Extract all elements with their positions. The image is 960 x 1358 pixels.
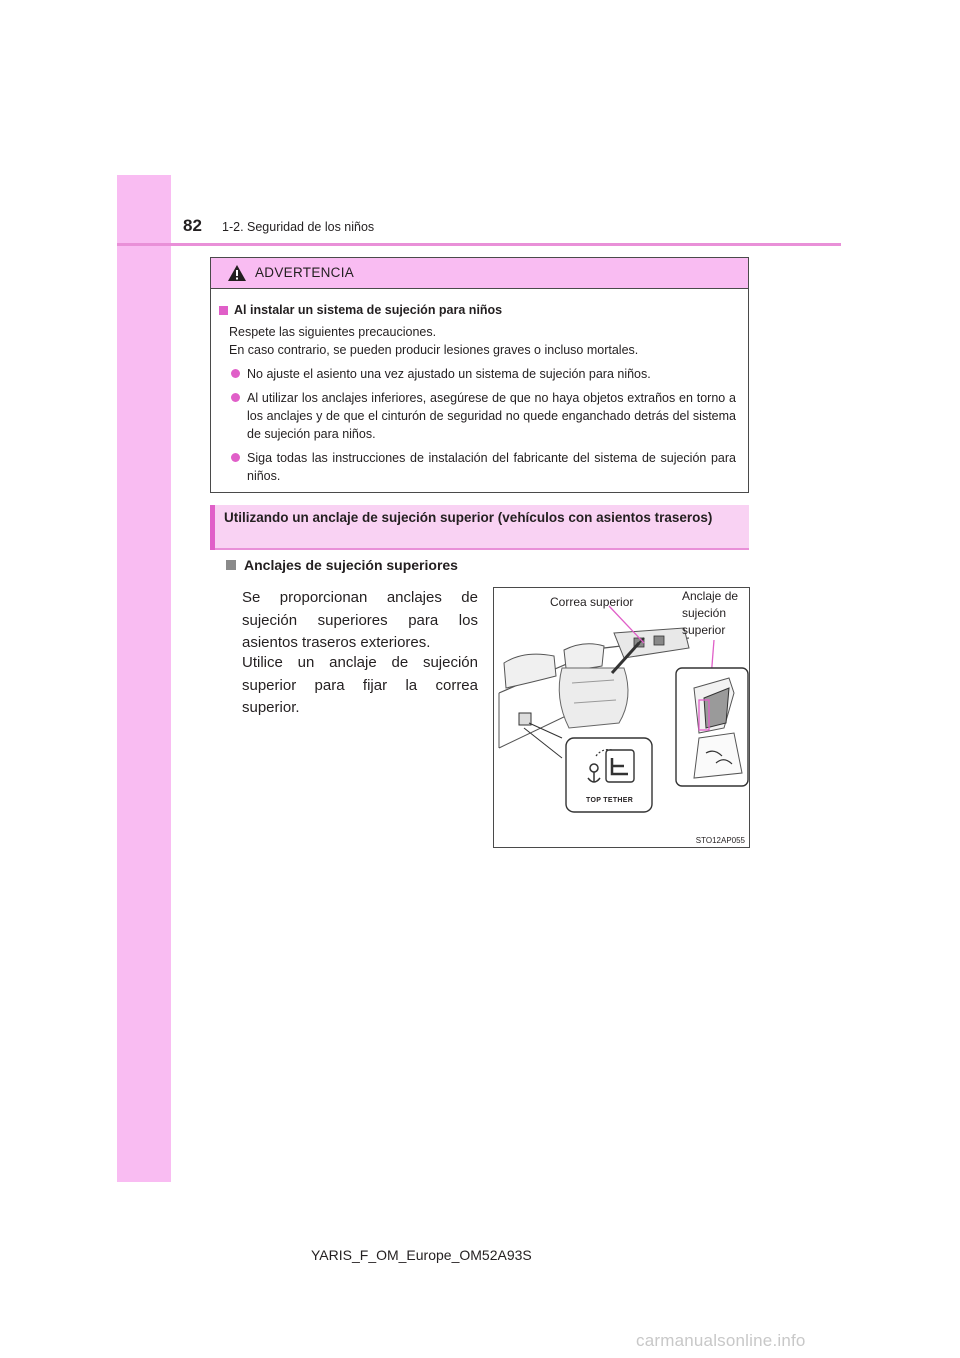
warning-bullet-text: No ajuste el asiento una vez ajustado un sistema de sujeción para niños. [247, 367, 651, 381]
header-rule [117, 243, 841, 246]
section-heading: Utilizando un anclaje de sujeción superior (vehículos con asientos traseros) [224, 510, 713, 525]
figure-code: STO12AP055 [695, 836, 745, 845]
square-bullet-icon [226, 560, 236, 570]
document-code: YARIS_F_OM_Europe_OM52A93S [311, 1247, 532, 1263]
page-number: 82 [183, 216, 202, 235]
warning-bullet [219, 365, 740, 383]
warning-subhead-text: Al instalar un sistema de sujeción para niños [234, 303, 503, 317]
label-anchor-line3: superior [682, 623, 726, 637]
warning-label: ADVERTENCIA [255, 265, 355, 280]
warning-bullet [219, 389, 740, 443]
warning-bullet-text: Al utilizar los anclajes inferiores, asegúrese de que no haya objetos extraños en torno a los anclajes y de que el cinturón de seguridad no quede enganchado detrás del sistema de sujeción para niños. [247, 391, 736, 441]
warning-header [211, 258, 748, 289]
warning-intro-line: Respete las siguientes precauciones. [229, 325, 437, 339]
warning-intro-line: En caso contrario, se pueden producir lesiones graves o incluso mortales. [229, 343, 639, 357]
round-bullet-icon [231, 453, 240, 462]
square-bullet-icon [219, 306, 228, 315]
warning-box [210, 257, 749, 493]
warning-bullet [219, 449, 740, 485]
warning-intro [219, 323, 740, 359]
label-tether-strap: Correa superior [550, 595, 634, 609]
watermark: carmanualsonline.info [636, 1331, 806, 1350]
body-paragraph: Utilice un anclaje de sujeción superior para fijar la correa superior. [242, 654, 478, 716]
round-bullet-icon [231, 369, 240, 378]
label-anchor-line1: Anclaje de [682, 589, 739, 603]
tether-anchor-figure [493, 587, 750, 848]
round-bullet-icon [231, 393, 240, 402]
subsection-title-text: Anclajes de sujeción superiores [244, 557, 458, 573]
warning-subhead [219, 301, 740, 319]
warning-triangle-icon [227, 264, 247, 282]
heading-accent [210, 505, 215, 550]
side-color-band [117, 175, 171, 1182]
section-heading-bar [210, 505, 749, 550]
subsection-title [226, 557, 458, 573]
label-anchor-line2: sujeción [682, 606, 727, 620]
warning-body [211, 289, 748, 485]
top-tether-label: TOP TETHER [586, 797, 634, 804]
body-paragraph: Se proporcionan anclajes de sujeción superiores para los asientos traseros exteriores. [242, 589, 478, 651]
section-title: 1-2. Seguridad de los niños [222, 220, 375, 234]
warning-bullet-text: Siga todas las instrucciones de instalación del fabricante del sistema de sujeción para niños. [247, 451, 736, 483]
